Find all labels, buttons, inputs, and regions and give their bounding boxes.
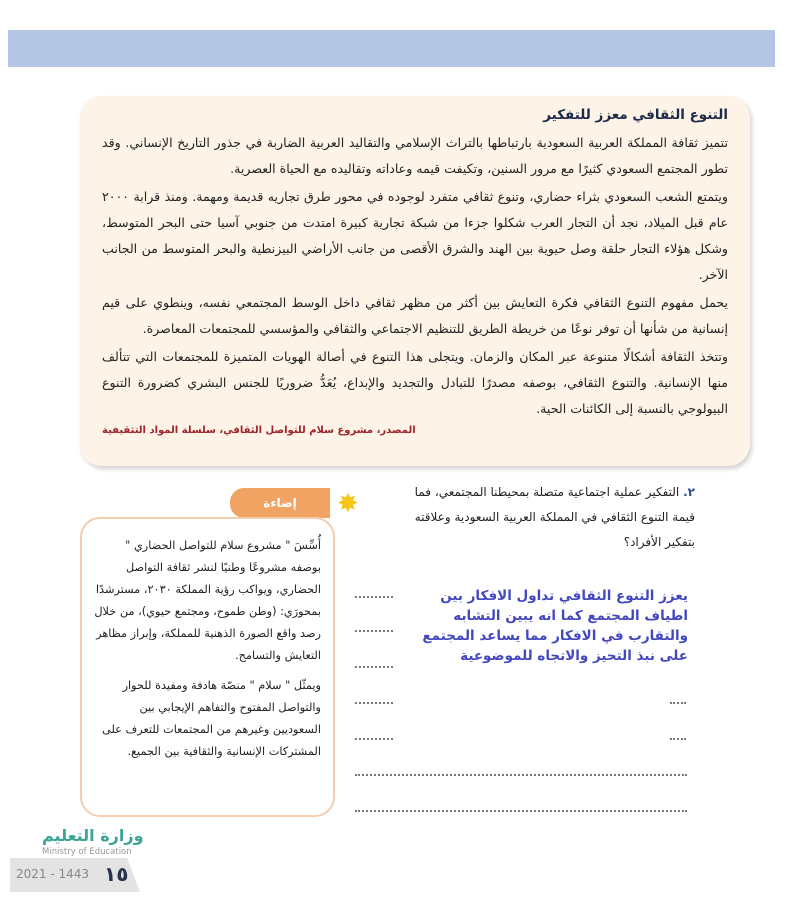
source-citation: المصدر، مشروع سلام للتواصل الثقافي، سلسلة المواد التثقيفية [102, 425, 416, 436]
aside-paragraph: ويمثّل " سلام " منصّة هادفة ومفيدة للحوار والتواصل المفتوح والتفاهم الإيجابي بين السعوديين وغيرهم من المجتمعات للتعرف على المشتركات الإنسانية والثقافية بين الجميع. [102, 679, 321, 758]
year-label: 2021 - 1443 [16, 867, 90, 881]
question-number: ٢. [683, 485, 695, 499]
answer-line [670, 738, 686, 740]
reading-paragraph: تتميز ثقافة المملكة العربية السعودية بارتباطها بالتراث الإسلامي والتقاليد العربية الضاربة في جذور التاريخ الإنساني. وقد تطور المجتمع السعودي كثيرًا مع مرور السنين، وتكيفت قيمه وعاداته وتقاليده مع الحياة العصرية. [102, 135, 728, 176]
ministry-logo [42, 826, 142, 856]
aside-tab: إضاءة [230, 488, 330, 518]
logo-arabic: وزارة التعليم [42, 826, 144, 845]
reading-paragraph: وتتخذ الثقافة أشكالًا متنوعة عبر المكان والزمان. ويتجلى هذا التنوع في أصالة الهويات المتميزة للمجتمعات التي تتألف منها الإنسانية. والتنوع الثقافي، بوصفه مصدرًا للتبادل والتجديد والإبداع، يُعَدُّ ضروريًا للجنس البشري كضرورة التنوع البيولوجي بالنسبة إلى الكائنات الحية. [102, 349, 728, 416]
reading-box [80, 96, 750, 466]
reading-paragraph: ويتمتع الشعب السعودي بثراء حضاري، وتنوع ثقافي متفرد لوجوده في محور طرق تجاريه قديمة ومهمة. ومنذ قرابة ٢٠٠٠ عام قبل الميلاد، نجد أن التجار العرب شكلوا جزءا من شبكة تجارية كبيرة امتدت من جنوبي آسيا حتى البحر المتوسط، وشكل هؤلاء التجار حلقة وصل حيوية بين الهند والشرق الأقصى من جانب الأراضي البيزنطية والبحر المتوسط من الجانب الآخر. [102, 189, 728, 282]
answer-line [355, 810, 687, 812]
star-icon: ✸ [337, 489, 359, 519]
answer-line [355, 596, 393, 598]
question-text: التفكير عملية اجتماعية متصلة بمحيطنا المجتمعي، فما قيمة التنوع الثقافي في المملكة العربية السعودية وعلاقته بتفكير الأفراد؟ [414, 485, 695, 549]
answer-line [355, 666, 393, 668]
reading-paragraph: يحمل مفهوم التنوع الثقافي فكرة التعايش بين أكثر من مظهر ثقافي داخل الوسط المجتمعي نفسه، وينطوي على قيم إنسانية من شأنها أن توفر نوعًا من خريطة الطريق للتنظيم الاجتماعي والثقافي والمؤسسي للمجتمعات المعاصرة. [102, 295, 728, 336]
answer-line [355, 774, 687, 776]
answer-line [355, 630, 393, 632]
reading-title: التنوع الثقافي معزز للتفكير [543, 107, 728, 123]
aside-paragraph: أُسِّسَ " مشروع سلام للتواصل الحضاري " بوصفه مشروعًا وطنيًا لنشر ثقافة التواصل الحضاري، ويواكب رؤية المملكة ٢٠٣٠، مسترشدًا بمحورَي: (وطن طموح، ومجتمع حيوي)، من خلال رصد واقع الصورة الذهنية للمملكة، وإبراز مظاهر التعايش والتسامح. [94, 539, 321, 662]
answer-line [355, 738, 393, 740]
header-band [8, 30, 775, 67]
aside-box [80, 517, 335, 817]
answer-line [670, 702, 686, 704]
question [395, 480, 695, 555]
page-number: ١٥ [104, 862, 129, 886]
logo-english: Ministry of Education [42, 847, 132, 857]
answer-line [355, 702, 393, 704]
handwritten-answer[interactable]: يعزز التنوع الثقافي تداول الافكار بين اطياف المجتمع كما انه يبين التشابه والتقارب في الافكار مما يساعد المجتمع على نبذ التحيز والاتجاه للموضوعية [422, 588, 688, 664]
